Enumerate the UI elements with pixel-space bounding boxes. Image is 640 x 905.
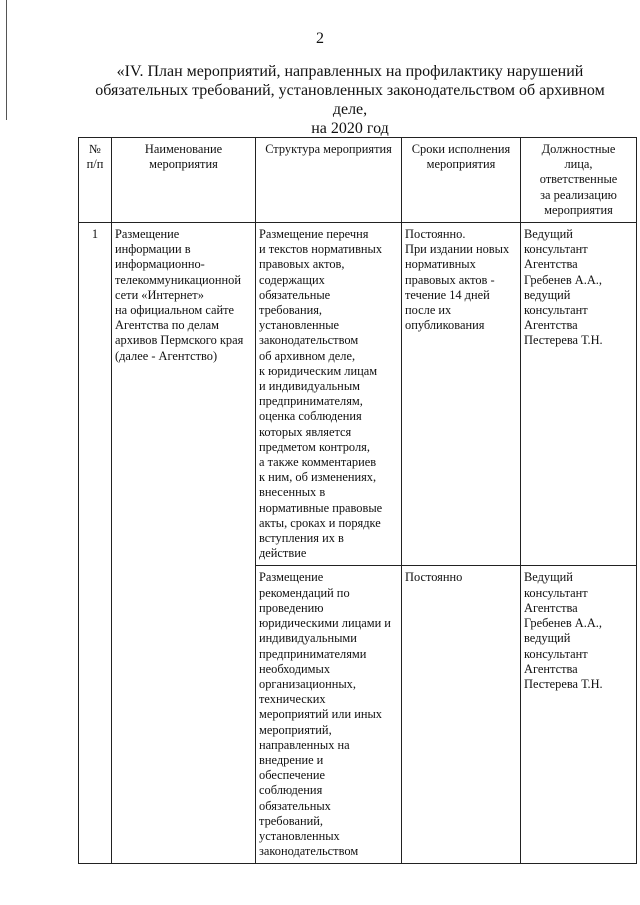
activity-responsible: Ведущий консультант Агентства Гребенев А.А., ведущий консультант Агентства Пестерева Т.Н. — [521, 223, 637, 566]
activity-deadline: Постоянно — [402, 566, 521, 864]
header-activity-name: Наименование мероприятия — [112, 138, 256, 223]
header-responsible: Должностные лица, ответственные за реализацию мероприятия — [521, 138, 637, 223]
header-deadline: Сроки исполнения мероприятия — [402, 138, 521, 223]
section-title: «IV. План мероприятий, направленных на профилактику нарушений обязательных требований, установленных законодательством об архивном деле, на 2020 год — [95, 63, 605, 137]
page-number: 2 — [316, 30, 324, 47]
table-row — [79, 223, 637, 566]
activity-responsible: Ведущий консультант Агентства Гребенев А.А., ведущий консультант Агентства Пестерева Т.Н. — [521, 566, 637, 864]
activity-name: Размещение информации в информационно- телекоммуникационной сети «Интернет» на официальном сайте Агентства по делам архивов Пермского края (далее - Агентство) — [112, 223, 256, 864]
table-header-row — [79, 138, 637, 223]
action-plan-table — [78, 137, 637, 864]
activity-structure: Размещение перечня и текстов нормативных правовых актов, содержащих обязательные требования, установленные законодательством об архивном деле, к юридическим лицам и индивидуальным предпринимателям, оценка соблюдения которых является предметом контроля, а также комментариев к ним, об изменениях, внесенных в нормативные правовые акты, сроках и порядке вступления их в действие — [256, 223, 402, 566]
activity-structure: Размещение рекомендаций по проведению юридическими лицами и индивидуальными предпринимателями необходимых организационных, технических мероприятий или иных мероприятий, направленных на внедрение и обеспечение соблюдения обязательных требований, установленных законодательством — [256, 566, 402, 864]
row-number: 1 — [79, 223, 112, 864]
header-activity-structure: Структура мероприятия — [256, 138, 402, 223]
activity-deadline: Постоянно. При издании новых нормативных правовых актов - течение 14 дней после их опубликования — [402, 223, 521, 566]
scan-edge-mark — [0, 0, 7, 120]
header-number: № п/п — [79, 138, 112, 223]
